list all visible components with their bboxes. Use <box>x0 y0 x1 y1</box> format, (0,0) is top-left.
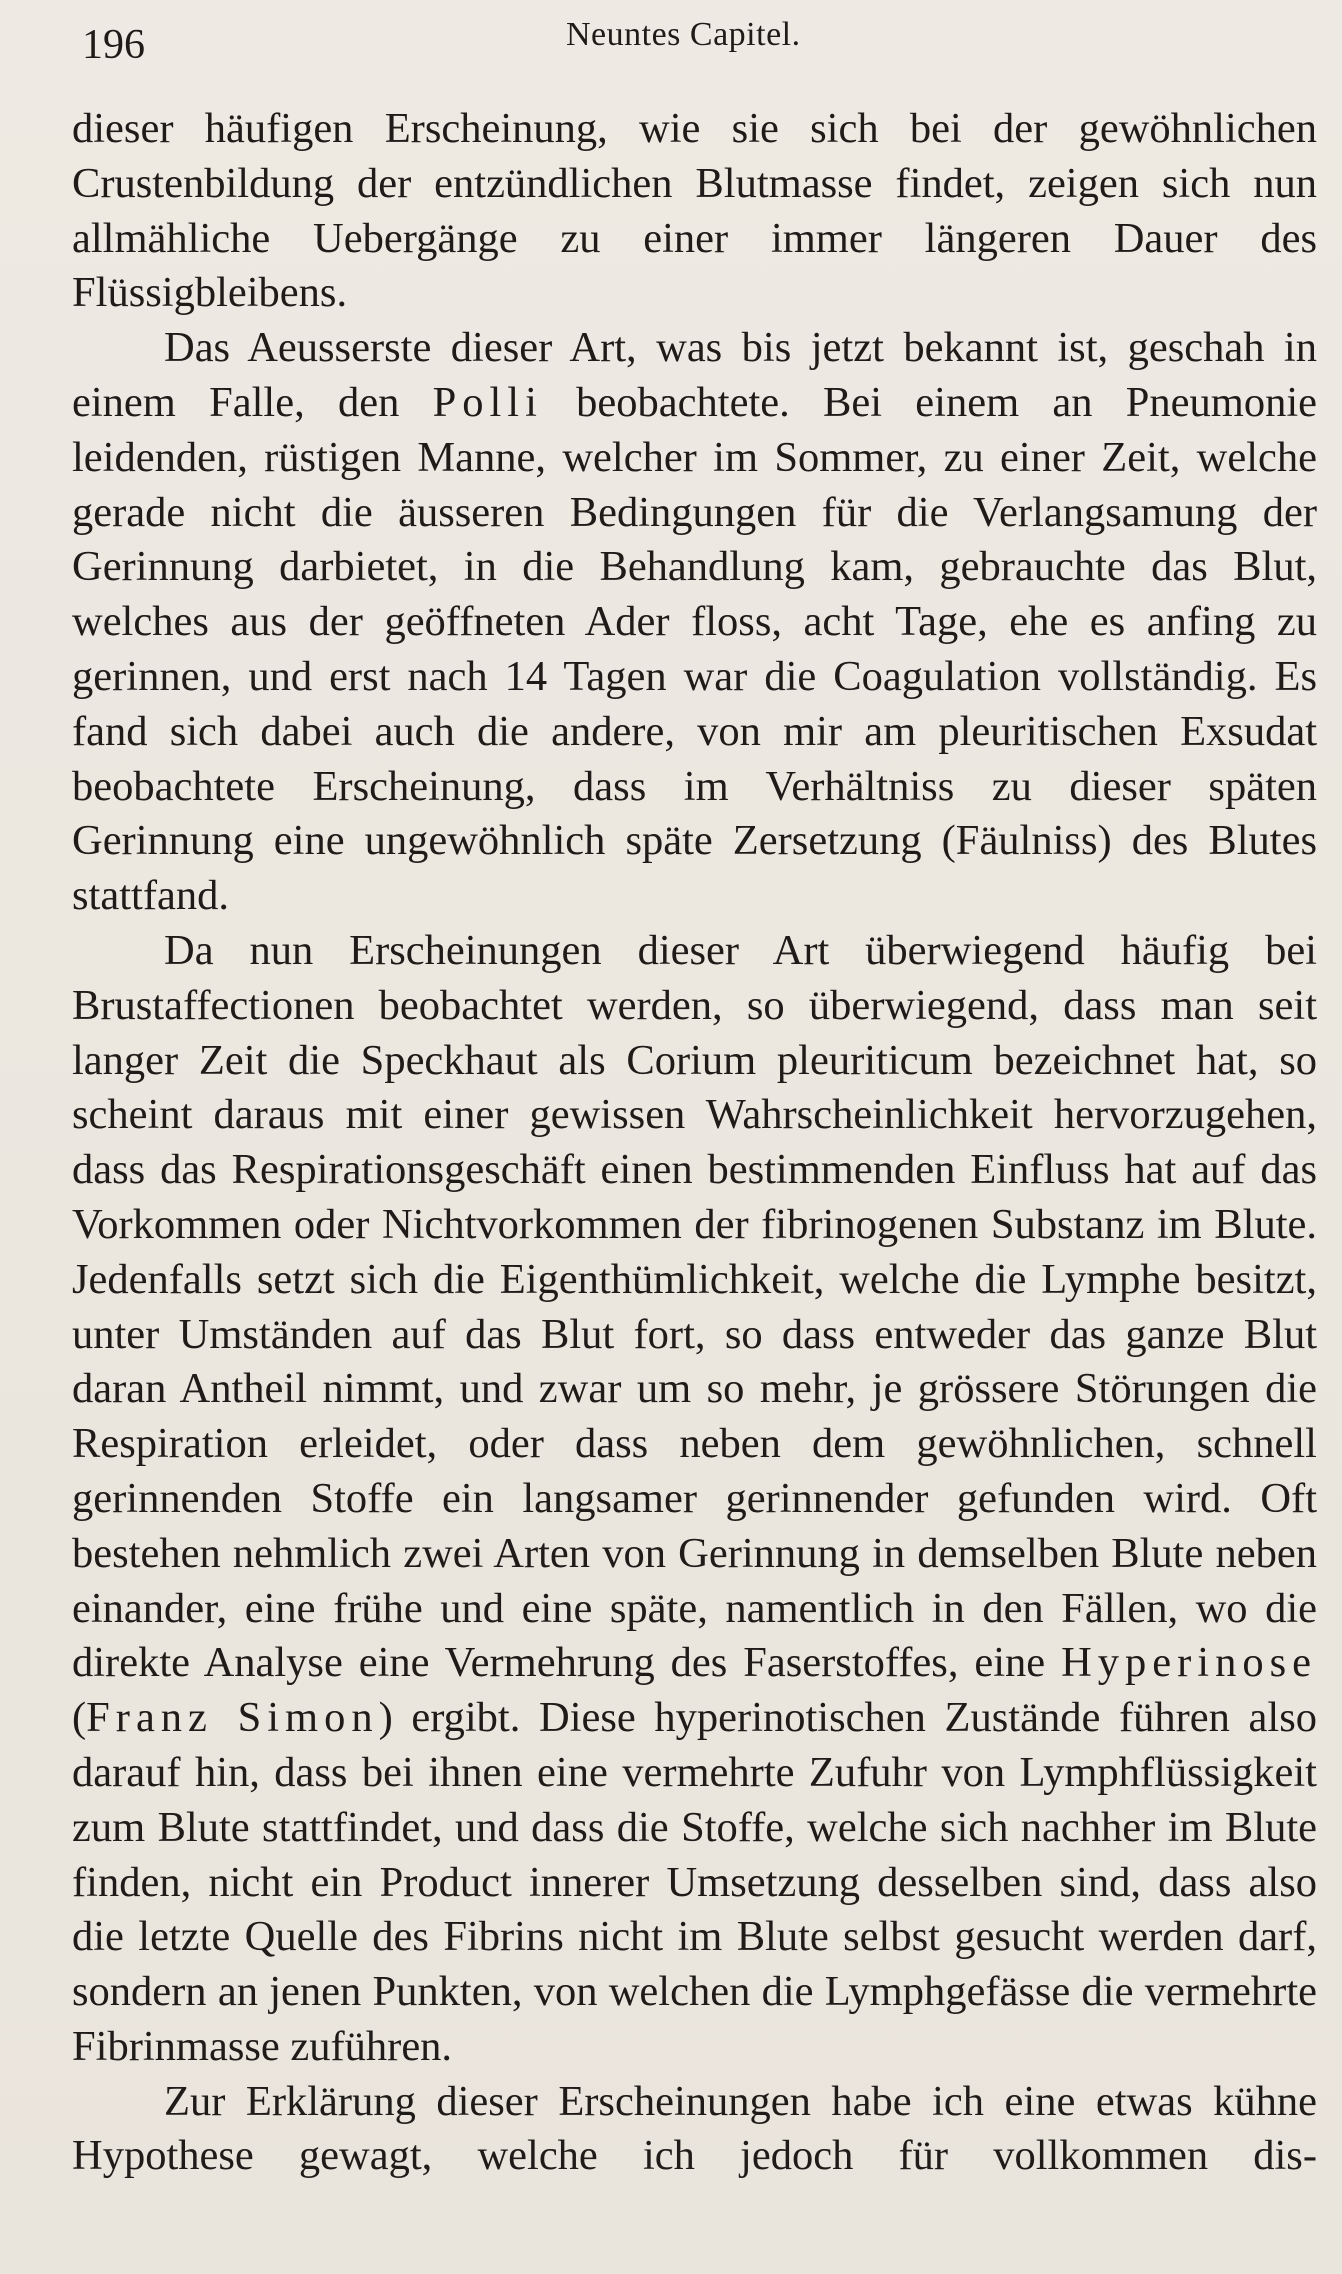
body-text <box>72 102 1317 2184</box>
running-head: Neuntes Capitel. <box>566 16 801 53</box>
paragraph-text: beobachtete. Bei einem an Pneumonie leidenden, rüstigen Manne, welcher im Sommer, zu einer Zeit, welche gerade nicht die äusseren Bedingungen für die Verlangsamung der Gerinnung darbietet, in die Behandlung kam, gebrauchte das Blut, welches aus der geöffneten Ader floss, acht Tage, ehe es anfing zu gerinnen, und erst nach 14 Tagen war die Coagulation vollständig. Es fand sich dabei auch die andere, von mir am pleuritischen Exsudat beobachtete Erscheinung, dass im Verhältniss zu dieser späten Gerinnung eine ungewöhnlich späte Zersetzung (Fäulniss) des Blutes stattfand. <box>72 378 1318 920</box>
paragraph-text: ( <box>72 1694 87 1742</box>
emphasized-name: Franz Simon <box>86 1694 379 1742</box>
paragraph-text: ) ergibt. Diese hyperinotischen Zustände führen also darauf hin, dass bei ihnen eine vermehrte Zufuhr von Lymphflüssigkeit zum Blute stattfindet, und dass die Stoffe, welche sich nachher im Blute finden, nicht ein Product innerer Umsetzung desselben sind, dass also die letzte Quelle des Fibrins nicht im Blute selbst gesucht werden darf, sondern an jenen Punkten, von welchen die Lymphgefässe die vermehrte Fibrinmasse zuführen. <box>72 1694 1317 2070</box>
paragraph <box>72 924 1317 2075</box>
paragraph <box>72 321 1317 924</box>
paragraph-text: Da nun Erscheinungen dieser Art überwiegend häufig bei Brustaffectionen beobachtet werden, so überwiegend, dass man seit langer Zeit die Speckhaut als Corium pleuriticum bezeichnet hat, so scheint daraus mit einer gewissen Wahrscheinlichkeit hervorzugehen, dass das Respirationsgeschäft einen bestimmenden Einfluss hat auf das Vorkommen oder Nichtvorkommen der fibrinogenen Substanz im Blute. Jedenfalls setzt sich die Eigenthümlichkeit, welche die Lymphe besitzt, unter Umständen auf das Blut fort, so dass entweder das ganze Blut daran Antheil nimmt, und zwar um so mehr, je grössere Störungen die Respiration erleidet, oder dass neben dem gewöhnlichen, schnell gerinnenden Stoffe ein langsamer gerinnender gefunden wird. Oft bestehen nehmlich zwei Arten von Gerinnung in demselben Blute neben einander, eine frühe und eine späte, namentlich in den Fällen, wo die direkte Analyse eine Vermehrung des Faserstoffes, eine <box>72 926 1317 1687</box>
emphasized-name: Hyperinose <box>1061 1639 1317 1687</box>
paragraph-text: dieser häufigen Erscheinung, wie sie sich bei der gewöhnlichen Crustenbildung der entzündlichen Blutmasse findet, zeigen sich nun allmähliche Uebergänge zu einer immer längeren Dauer des Flüssigbleibens. <box>72 105 1317 317</box>
page-number: 196 <box>82 22 145 68</box>
paragraph <box>72 102 1317 321</box>
paragraph <box>72 2075 1317 2185</box>
paragraph-text: Zur Erklärung dieser Erscheinungen habe ich eine etwas kühne Hypothese gewagt, welche ich jedoch für vollkommen dis- <box>72 2077 1317 2180</box>
page-header <box>82 18 1322 68</box>
emphasized-name: Polli <box>432 378 543 426</box>
paragraph-text: Das Aeusserste dieser Art, was bis jetzt bekannt ist, geschah in einem Falle, den <box>72 324 1317 426</box>
